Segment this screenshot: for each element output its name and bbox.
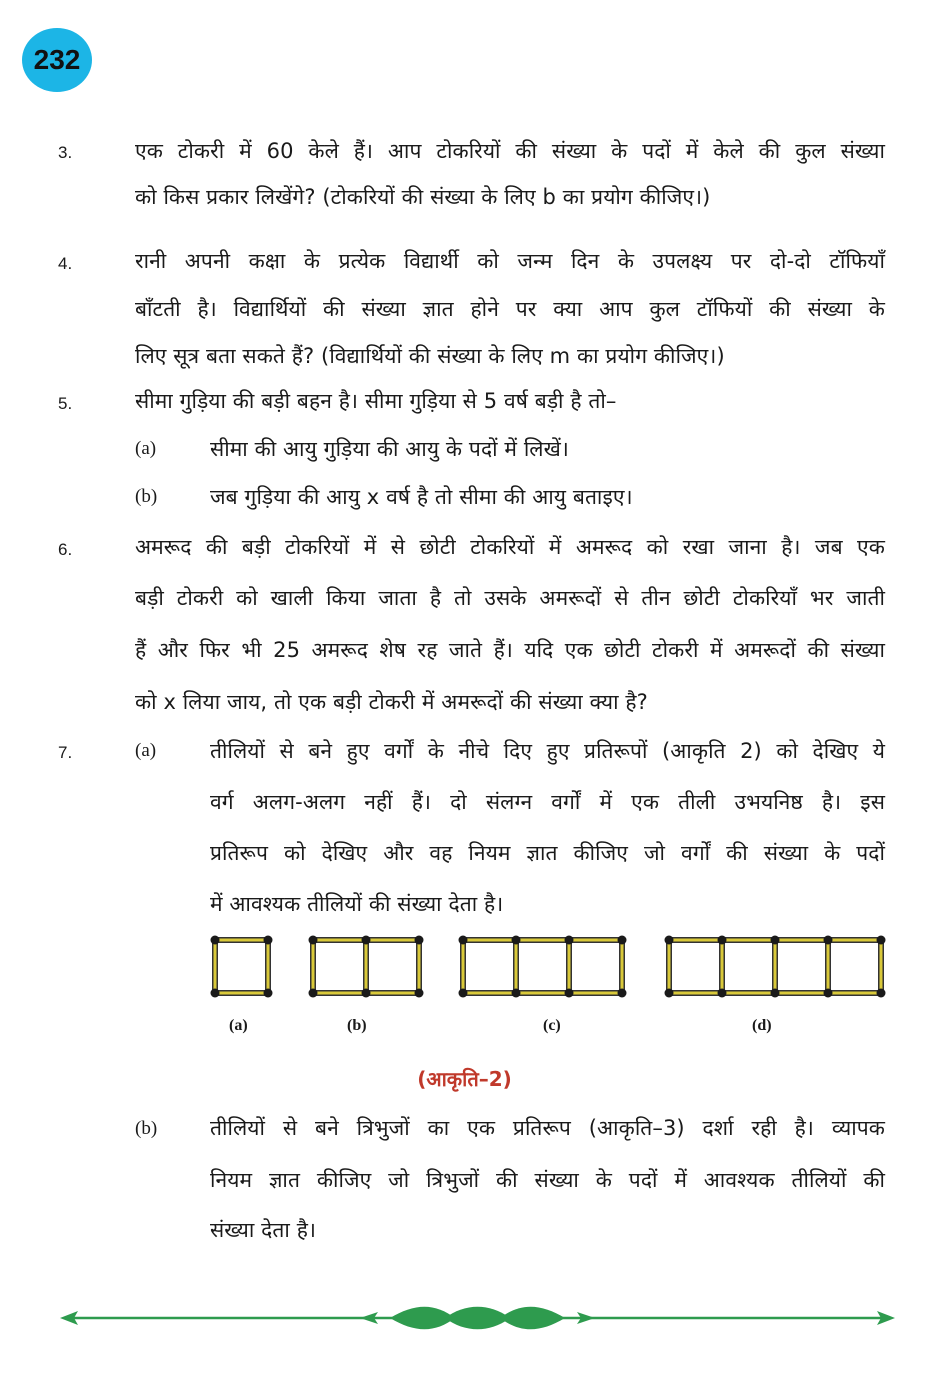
decorative-divider	[60, 1300, 895, 1336]
matchstick-head	[565, 936, 574, 945]
question-7a-line-3: प्रतिरूप को देखिए और वह नियम ज्ञात कीजिए जो वर्गों की संख्या के पदों	[210, 841, 885, 865]
matchstick-head	[309, 936, 318, 945]
matchstick-pattern-b	[309, 936, 424, 998]
question-3-number: 3.	[58, 143, 73, 162]
question-6-line-3: हैं और फिर भी 25 अमरूद शेष रह जाते हैं। यदि एक छोटी टोकरी में अमरूदों की संख्या	[135, 638, 885, 662]
matchstick-head	[264, 989, 273, 998]
question-5a-text: सीमा की आयु गुड़िया की आयु के पदों में लिखें।	[210, 437, 569, 461]
matchstick-head	[512, 936, 521, 945]
matchstick-head	[877, 989, 886, 998]
matchstick-head	[415, 989, 424, 998]
page-number-badge: 232	[22, 28, 92, 92]
matchstick-head	[362, 936, 371, 945]
question-3-line-1: एक टोकरी में 60 केले हैं। आप टोकरियों की संख्या के पदों में केले की कुल संख्या	[135, 139, 885, 163]
divider-ornament	[60, 1307, 895, 1330]
matchstick-head	[415, 936, 424, 945]
figure-label-d: (d)	[752, 1017, 772, 1034]
matchstick-head	[718, 989, 727, 998]
matchstick-head	[512, 989, 521, 998]
question-5-number: 5.	[58, 394, 73, 413]
matchstick-squares-figure	[205, 932, 895, 1014]
question-7b-line-3: संख्या देता है।	[210, 1218, 317, 1242]
matchstick-head	[618, 936, 627, 945]
question-5b-label: (b)	[135, 486, 158, 507]
question-5b-text: जब गुड़िया की आयु x वर्ष है तो सीमा की आयु बताइए।	[210, 485, 633, 509]
matchstick-head	[824, 936, 833, 945]
matchstick-head	[459, 936, 468, 945]
question-7b-label: (b)	[135, 1118, 158, 1139]
question-7a-line-1: तीलियों से बने हुए वर्गों के नीचे दिए हुए प्रतिरूपों (आकृति 2) को देखिए ये	[210, 739, 885, 763]
question-6-line-4: को x लिया जाय, तो एक बड़ी टोकरी में अमरूदों की संख्या क्या है?	[135, 690, 648, 714]
matchstick-head	[771, 936, 780, 945]
matchstick-head	[565, 989, 574, 998]
matchstick-head	[771, 989, 780, 998]
question-4-line-1: रानी अपनी कक्षा के प्रत्येक विद्यार्थी को जन्म दिन के उपलक्ष्य पर दो-दो टॉफियाँ	[135, 249, 885, 273]
matchstick-head	[618, 989, 627, 998]
question-7a-line-2: वर्ग अलग-अलग नहीं हैं। दो संलग्न वर्गों में एक तीली उभयनिष्ठ है। इस	[210, 790, 885, 814]
question-6-number: 6.	[58, 540, 73, 559]
matchstick-head	[362, 989, 371, 998]
matchstick-head	[665, 989, 674, 998]
matchstick-head	[211, 989, 220, 998]
matchstick-pattern-c	[459, 936, 627, 998]
matchstick-head	[459, 989, 468, 998]
figure-label-c: (c)	[543, 1017, 561, 1034]
question-4-line-3: लिए सूत्र बता सकते हैं? (विद्यार्थियों की संख्या के लिए m का प्रयोग कीजिए।)	[135, 344, 725, 368]
matchstick-head	[665, 936, 674, 945]
figure-caption: (आकृति–2)	[417, 1067, 512, 1091]
figure-label-a: (a)	[229, 1017, 248, 1034]
question-6-line-1: अमरूद की बड़ी टोकरियों में से छोटी टोकरियों में अमरूद को रखा जाना है। जब एक	[135, 535, 885, 559]
question-6-line-2: बड़ी टोकरी को खाली किया जाता है तो उसके अमरूदों से तीन छोटी टोकरियाँ भर जाती	[135, 586, 885, 610]
matchstick-pattern-d	[665, 936, 886, 998]
question-7a-label: (a)	[135, 740, 157, 761]
matchstick-head	[718, 936, 727, 945]
figure-label-b: (b)	[347, 1017, 367, 1034]
question-7b-line-2: नियम ज्ञात कीजिए जो त्रिभुजों की संख्या के पदों में आवश्यक तीलियों की	[210, 1168, 885, 1192]
question-3-line-2: को किस प्रकार लिखेंगे? (टोकरियों की संख्या के लिए b का प्रयोग कीजिए।)	[135, 185, 711, 209]
matchstick-head	[824, 989, 833, 998]
question-7b-line-1: तीलियों से बने त्रिभुजों का एक प्रतिरूप (आकृति–3) दर्शा रही है। व्यापक	[210, 1116, 885, 1140]
question-7a-line-4: में आवश्यक तीलियों की संख्या देता है।	[210, 892, 504, 916]
question-5a-label: (a)	[135, 438, 157, 459]
question-4-number: 4.	[58, 254, 73, 273]
matchstick-head	[877, 936, 886, 945]
question-4-line-2: बाँटती है। विद्यार्थियों की संख्या ज्ञात होने पर क्या आप कुल टॉफियों की संख्या के	[135, 297, 885, 321]
matchstick-head	[211, 936, 220, 945]
matchstick-head	[264, 936, 273, 945]
question-7-number: 7.	[58, 743, 73, 762]
matchstick-head	[309, 989, 318, 998]
matchstick-pattern-a	[211, 936, 273, 998]
question-5-line-1: सीमा गुड़िया की बड़ी बहन है। सीमा गुड़िया से 5 वर्ष बड़ी है तो–	[135, 389, 617, 413]
